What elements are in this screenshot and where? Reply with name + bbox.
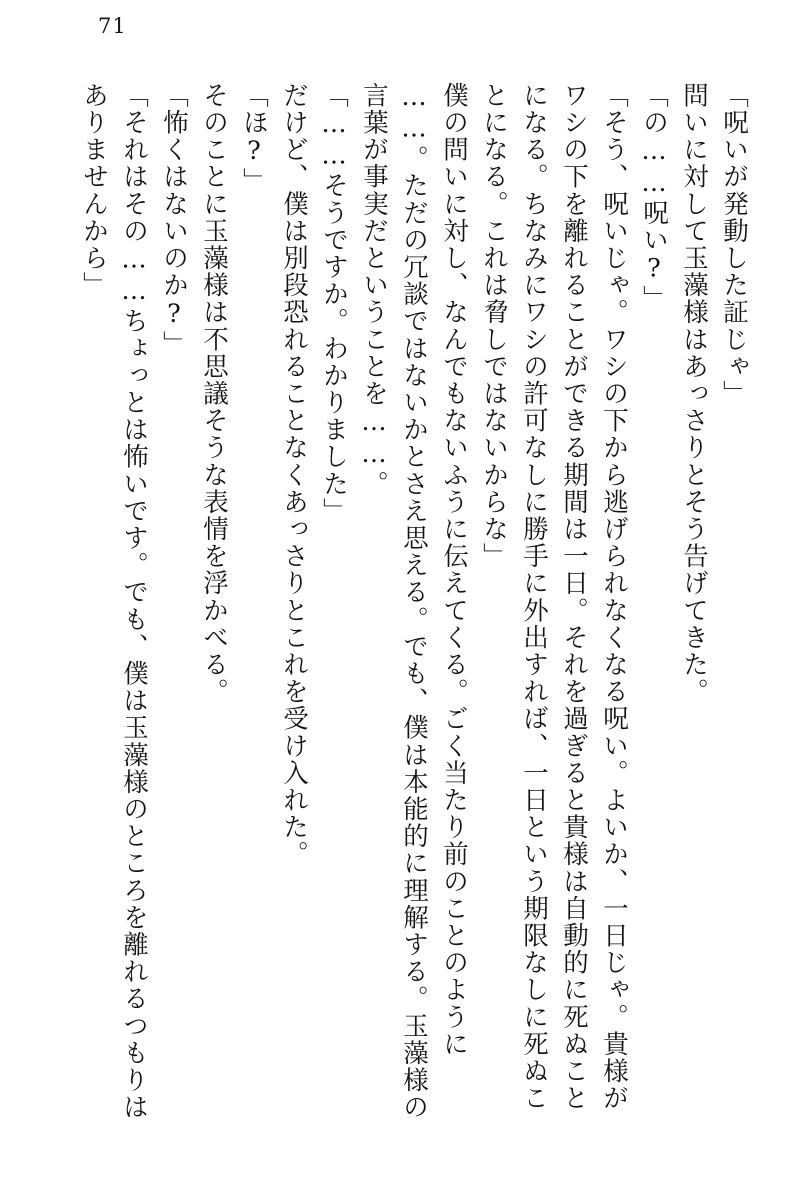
text-line: ……。ただの冗談ではないかとさえ思える。でも、僕は本能的に理解する。玉藻様の [399, 82, 429, 1121]
text-line: になる。ちなみにワシの許可なしに勝手に外出すれば、一日という期限なしに死ぬこ [519, 82, 549, 1112]
text-line: 僕の問いに対し、なんでもないふうに伝えてくる。ごく当たり前のことのように [439, 82, 469, 1058]
text-line: 「……そうですか。わかりました」 [319, 82, 349, 525]
text-line: 言葉が事実だということを……。 [359, 82, 389, 498]
text-line: ワシの下を離れることができる期間は一日。それを過ぎると貴様は自動的に死ぬこと [559, 82, 589, 1112]
text-line: 問いに対して玉藻様はあっさりとそう告げてきた。 [679, 82, 709, 706]
text-line: 「それはその……ちょっとは怖いです。でも、僕は玉藻様のところを離れるつもりは [119, 82, 149, 1121]
text-line: 「の……呪い?」 [639, 82, 669, 313]
text-line: 「ほ?」 [239, 82, 269, 195]
text-line: とになる。これは脅しではないからな」 [479, 82, 509, 570]
text-line: 「怖くはないのか?」 [159, 82, 189, 358]
text-line: 「呪いが発動した証じゃ」 [719, 82, 749, 408]
text-line: だけど、僕は別段恐れることなくあっさりとこれを受け入れた。 [279, 82, 309, 868]
body-text-block [79, 82, 749, 1152]
text-line: ありませんから」 [79, 82, 109, 299]
text-line: そのことに玉藻様は不思議そうな表情を浮かべる。 [199, 82, 229, 706]
text-line: 「そう、呪いじゃ。ワシの下から逃げられなくなる呪い。よいか、一日じゃ。貴様が [599, 82, 629, 1112]
page-number: 71 [98, 14, 127, 38]
